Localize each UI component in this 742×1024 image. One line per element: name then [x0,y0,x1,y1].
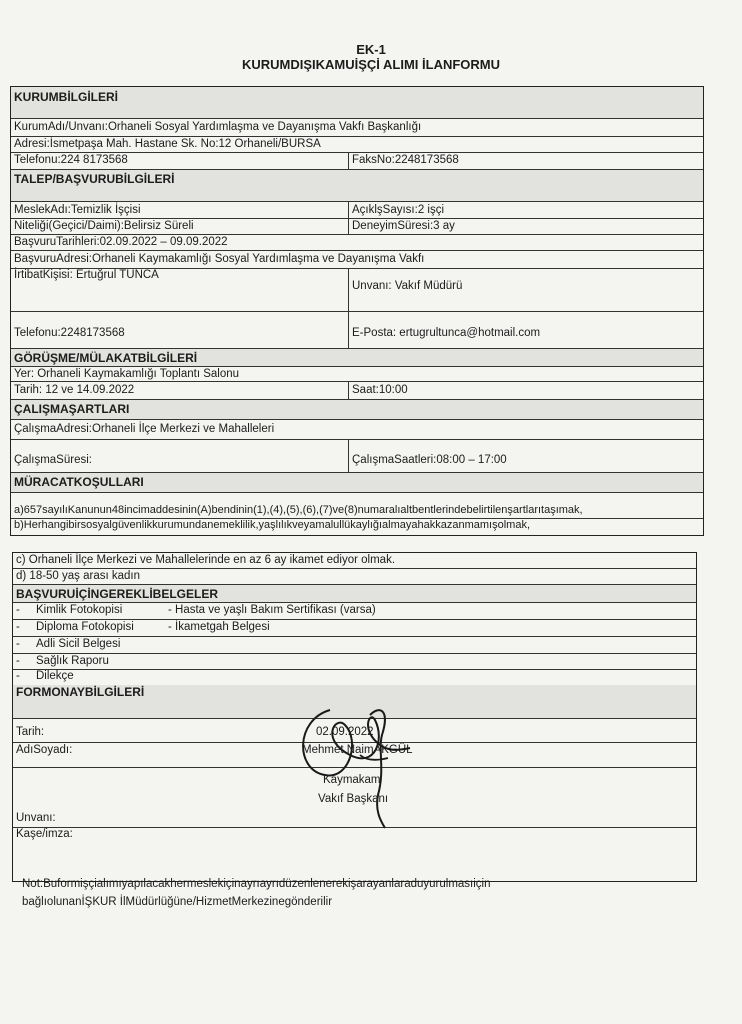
work-duration: ÇalışmaSüresi: [14,454,92,466]
experience: DeneyimSüresi:3 ay [352,220,455,232]
approval-name-value: Mehmet NaimAKGÜL [302,744,413,756]
form-title: KURUMDIŞIKAMUİŞÇİ ALIMI İLANFORMU [241,57,501,72]
row-institution-phone [11,153,703,170]
section-interview [11,349,703,367]
condition-d: d) 18-50 yaş arası kadın [16,570,141,582]
contact-title: Unvanı: Vakıf Müdürü [352,280,463,292]
section-title: BAŞVURUİÇİNGEREKLİBELGELER [16,587,219,601]
document-name: Adli Sicil Belgesi [36,638,121,650]
row-approval-stamp [13,828,696,881]
list-item [13,654,696,670]
document-name: - Hasta ve yaşlı Bakım Sertifikası (varsa) [168,604,376,616]
institution-name: KurumAdı/Unvanı:Orhaneli Sosyal Yardımlaşma ve Dayanışma Vakfı Başkanlığı [14,121,422,133]
row-contact [11,269,703,312]
dash: - [16,638,20,650]
approval-title-label: Unvanı: [16,812,56,824]
section-title: ÇALIŞMAŞARTLARI [14,402,130,416]
contact-phone: Telefonu:2248173568 [14,327,125,339]
dash: - [16,621,20,633]
approval-date-value: 02.09.2022 [316,726,374,738]
section-work [11,400,703,420]
row-condition-c [13,553,696,569]
row-nature [11,219,703,235]
row-condition-a [11,493,703,519]
work-address: ÇalışmaAdresi:Orhaneli İlçe Merkezi ve Mahalleleri [14,423,275,435]
document-name: Sağlık Raporu [36,655,109,667]
profession: MeslekAdı:Temizlik İşçisi [14,204,141,216]
contact-email: E-Posta: ertugrultunca@hotmail.com [352,327,541,339]
row-work-duration [11,440,703,473]
application-dates: BaşvuruTarihleri:02.09.2022 – 09.09.2022 [14,236,228,248]
row-work-address [11,420,703,440]
section-title: TALEP/BAŞVURUBİLGİLERİ [14,172,175,186]
approval-role-1: Kaymakam [323,774,381,786]
section-title: GÖRÜŞME/MÜLAKATBİLGİLERİ [14,351,198,365]
handwritten-signature [290,700,440,830]
row-condition-b [11,519,703,535]
dash: - [16,670,20,682]
section-title: FORMONAYBİLGİLERİ [16,685,145,699]
job-nature: Niteliği(Geçici/Daimi):Belirsiz Süreli [14,220,194,232]
institution-fax: FaksNo:2248173568 [352,154,459,166]
document-name: Kimlik Fotokopisi [36,604,123,616]
approval-name-label: AdıSoyadı: [16,744,73,756]
row-interview-place [11,367,703,382]
institution-phone: Telefonu:224 8173568 [14,154,128,166]
work-hours: ÇalışmaSaatleri:08:00 – 17:00 [352,454,507,466]
list-item [13,620,696,637]
row-institution-name [11,119,703,137]
row-institution-address [11,137,703,153]
approval-stamp-label: Kaşe/imza: [16,828,73,840]
row-contact-phone [11,312,703,349]
row-condition-d [13,569,696,585]
section-institution [11,87,703,119]
row-profession [11,202,703,219]
interview-time: Saat:10:00 [352,384,408,396]
form-upper-block [10,86,704,536]
section-application [11,170,703,202]
list-item [13,670,696,685]
dash: - [16,655,20,667]
application-address: BaşvuruAdresi:Orhaneli Kaymakamlığı Sosyal Yardımlaşma ve Dayanışma Vakfı [14,253,425,265]
section-conditions [11,473,703,493]
row-dates [11,235,703,251]
document-name: Diploma Fotokopisi [36,621,134,633]
contact-person: İrtibatKişisi: Ertuğrul TUNCA [14,269,159,281]
condition-a: a)657sayılıKanunun48incimaddesinin(A)bendinin(1),(4),(5),(6),(7)ve(8)numaralıaltbentlerindebelirtilenşartlarıtaşımak, [14,504,583,516]
row-interview-date [11,382,703,400]
interview-place: Yer: Orhaneli Kaymakamlığı Toplantı Salonu [14,368,240,380]
dash: - [16,604,20,616]
approval-date-label: Tarih: [16,726,45,738]
approval-role-2: Vakıf Başkanı [318,793,389,805]
footer-note-line-1: Not:Buformişçialımıyapılacakhermeslekiçinayrıayrıdüzenlenerekişarayanlaraduyurulmasıiçin [22,878,491,890]
section-title: KURUMBİLGİLERİ [14,90,118,104]
section-title: MÜRACATKOŞULLARI [14,475,144,489]
condition-c: c) Orhaneli İlçe Merkezi ve Mahallelerinde en az 6 ay ikamet ediyor olmak. [16,554,396,566]
institution-address: Adresi:İsmetpaşa Mah. Hastane Sk. No:12 Orhaneli/BURSA [14,138,321,150]
row-app-address [11,251,703,269]
interview-date: Tarih: 12 ve 14.09.2022 [14,384,135,396]
footer-note-line-2: bağlıolunanİŞKUR İlMüdürlüğüne/HizmetMerkezinegönderilir [22,896,333,908]
condition-b: b)Herhangibirsosyalgüvenlikkurumundanemeklilik,yaşlılıkveyamalullükaylığıalmayahakkazanmamışolmak, [14,519,531,531]
list-item [13,637,696,654]
openings: AçıklşSayısı:2 işçi [352,204,445,216]
document-name: Dilekçe [36,670,74,682]
section-documents [13,585,696,603]
document-name: - İkametgah Belgesi [168,621,270,633]
list-item [13,603,696,620]
form-code: EK-1 [356,42,386,57]
